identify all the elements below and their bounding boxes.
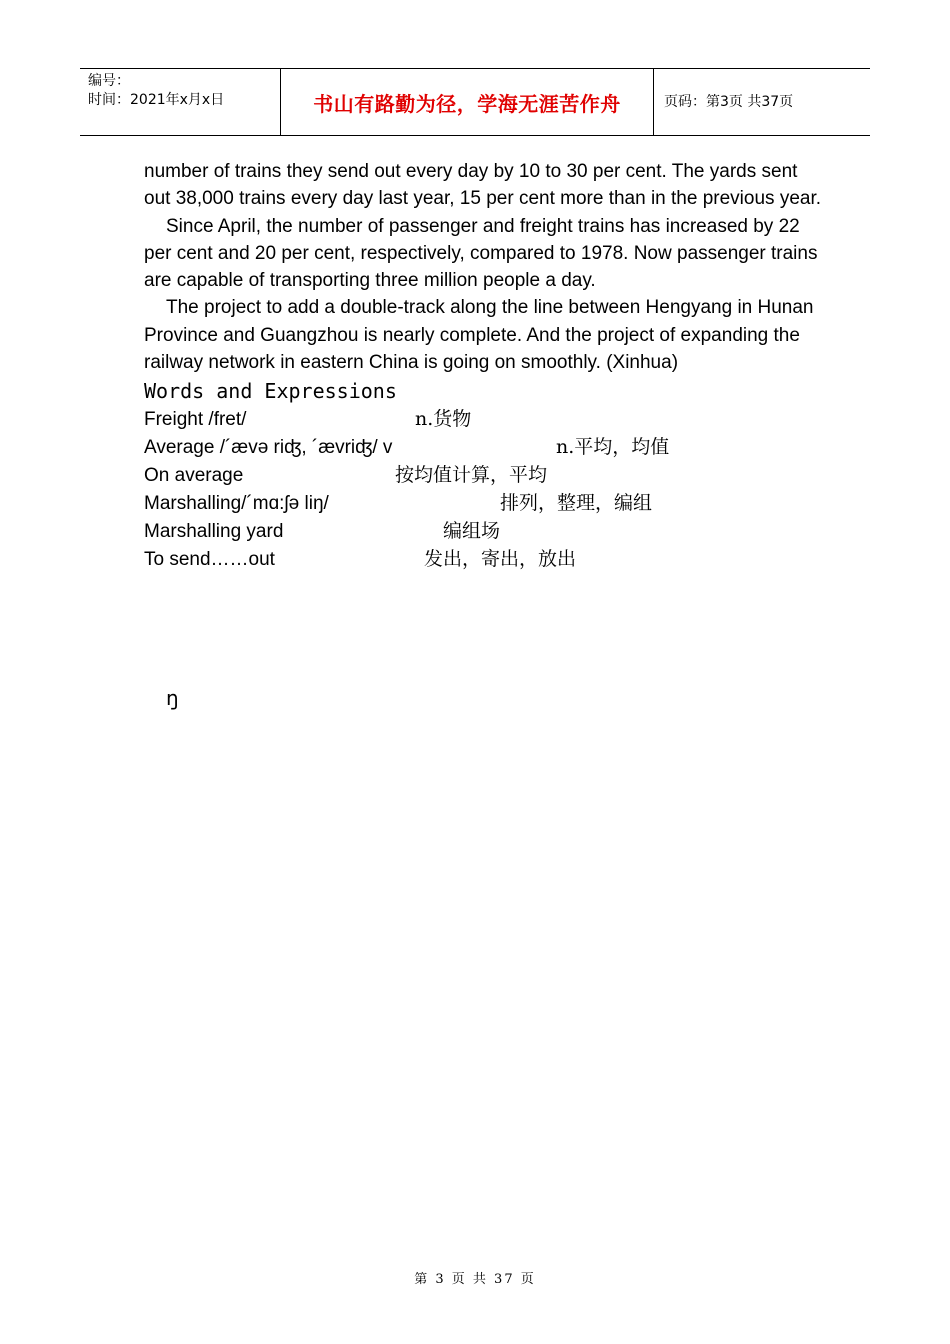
vocab-definition: 编组场 [443, 520, 501, 543]
paragraph: Since April, the number of passenger and freight trains has increased by 22 per cent and 20 per cent, respectively, compared to 1978. Now passenger trains are capable of transporting three million people a day. [144, 215, 818, 292]
vocab-definition: 排列，整理，编组 [500, 492, 653, 515]
header-page-cell [654, 69, 870, 135]
vocab-term: Freight /fret/ [144, 409, 247, 431]
vocab-row [144, 518, 824, 546]
header-motto-cell [281, 69, 654, 135]
doc-date-label: 时间：2021年x月x日 [88, 92, 225, 108]
vocab-term: To send……out [144, 549, 275, 571]
vocab-term: Average /´ævə riʤ, ´ævriʤ/ v [144, 437, 393, 459]
vocab-definition: n.货物 [415, 408, 472, 431]
words-heading: Words and Expressions [144, 379, 397, 404]
header-meta-cell [80, 69, 281, 135]
vocab-term: Marshalling/´mɑ:ʃə liŋ/ [144, 493, 329, 515]
vocab-definition: n.平均，均值 [556, 436, 670, 459]
vocab-row [144, 462, 824, 490]
vocab-term: Marshalling yard [144, 521, 284, 543]
vocab-definition: 按均值计算，平均 [395, 464, 548, 487]
document-body [144, 158, 824, 574]
vocab-row [144, 434, 824, 462]
vocab-row [144, 406, 824, 434]
page-indicator: 页码：第3页 共37页 [664, 94, 794, 110]
vocab-definition: 发出，寄出，放出 [424, 548, 577, 571]
page-header [80, 68, 870, 136]
motto-text: 书山有路勤为径，学海无涯苦作舟 [313, 91, 621, 116]
page-footer: 第 3 页 共 37 页 [414, 1272, 536, 1287]
stray-phonetic-char: ŋ [166, 686, 179, 710]
doc-number-label: 编号： [88, 73, 130, 89]
paragraph: The project to add a double-track along the line between Hengyang in Hunan Province and Guangzhou is nearly complete. And the project of expanding the railway network in eastern China is going on smoothly. (Xinhua) [144, 297, 814, 374]
vocab-term: On average [144, 465, 244, 487]
vocab-row [144, 546, 824, 574]
vocab-row [144, 490, 824, 518]
paragraph: number of trains they send out every day by 10 to 30 per cent. The yards sent out 38,000 trains every day last year, 15 per cent more than in the previous year. [144, 161, 822, 210]
